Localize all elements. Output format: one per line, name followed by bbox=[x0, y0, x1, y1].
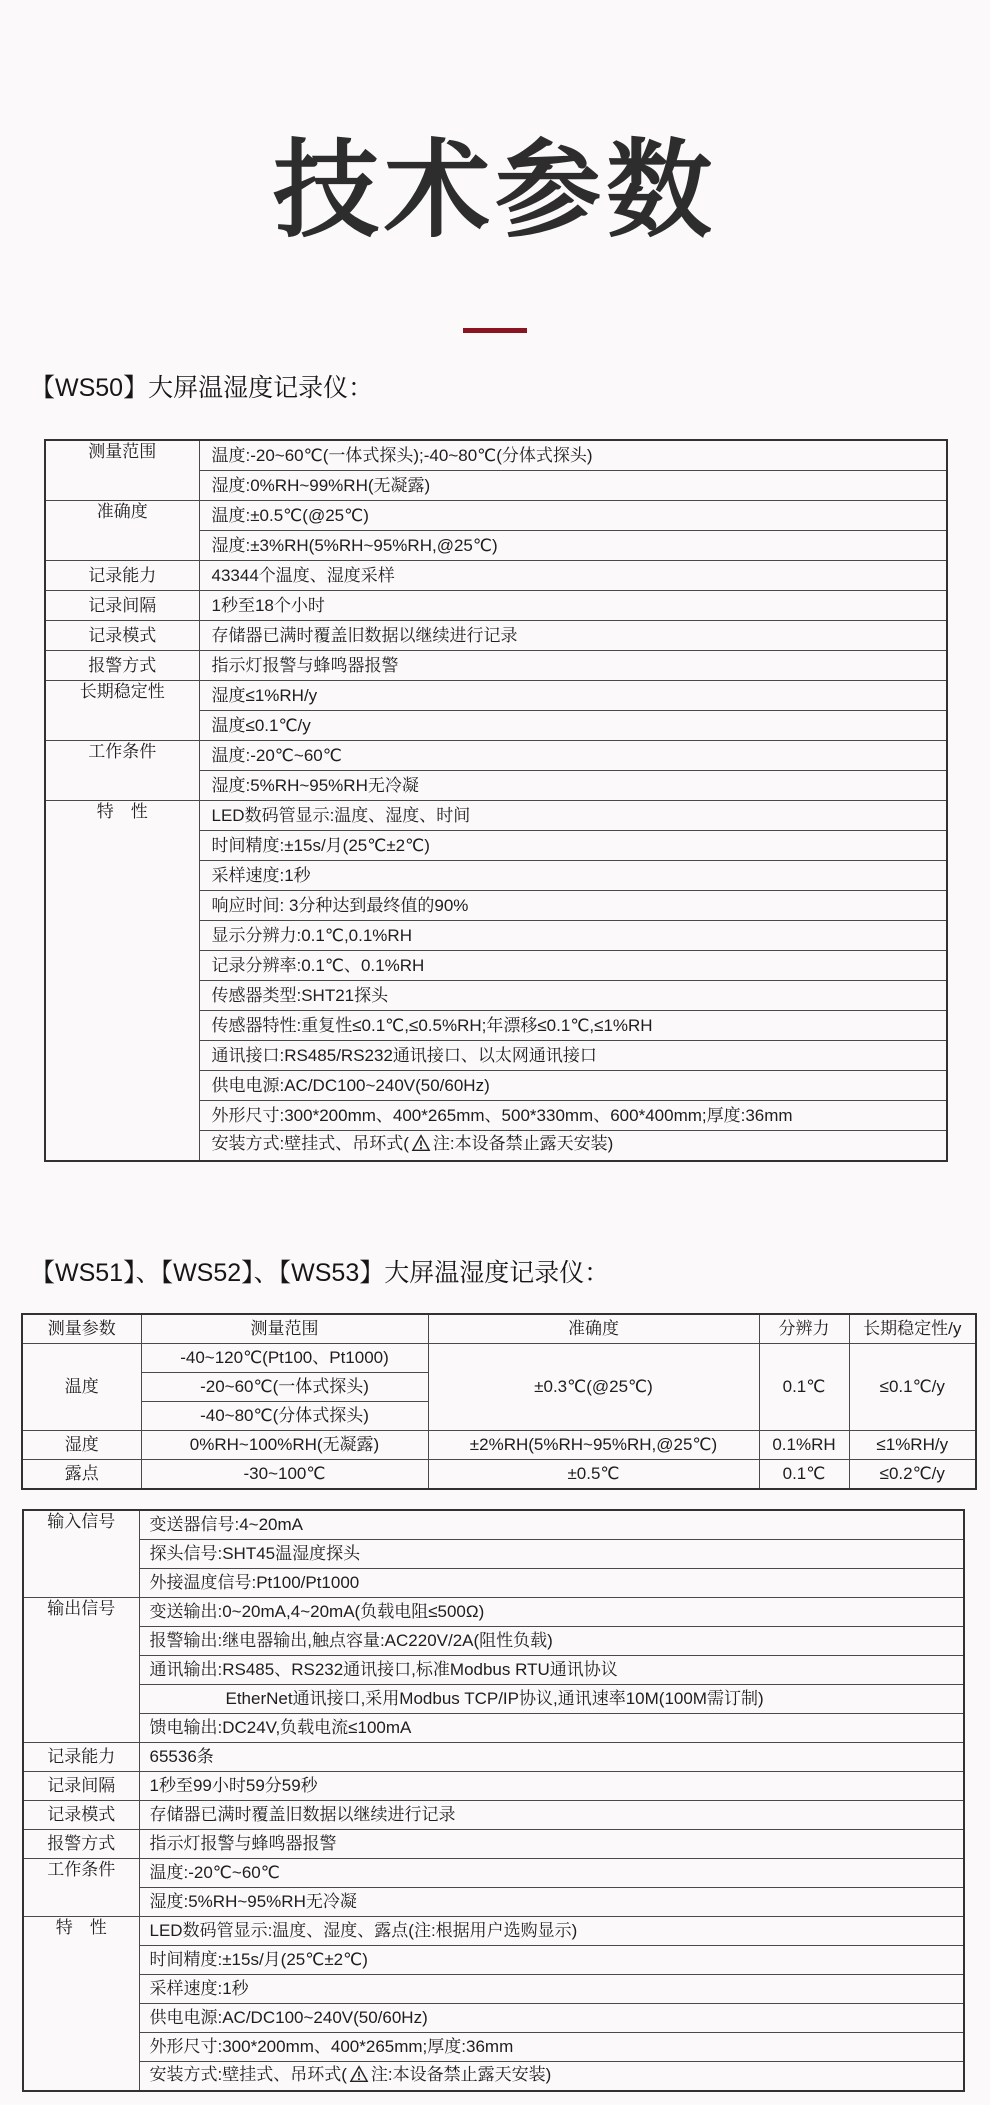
value-text: 安装方式:壁挂式、吊环式( bbox=[211, 1134, 409, 1154]
spec-value-cell: 温度≤0.1℃/y bbox=[199, 711, 947, 741]
table-row bbox=[23, 1743, 964, 1772]
table-row bbox=[23, 1598, 964, 1627]
table-row bbox=[22, 1344, 976, 1373]
table-row bbox=[45, 591, 947, 621]
title-divider bbox=[463, 328, 527, 333]
param-cell: 露点 bbox=[22, 1460, 141, 1490]
table-row bbox=[23, 1540, 964, 1569]
value-text: 注:本设备禁止露天安装) bbox=[370, 2064, 552, 2084]
resolution-cell: 0.1℃ bbox=[759, 1460, 849, 1490]
spec-label-cell: 长期稳定性 bbox=[45, 681, 199, 741]
table-row bbox=[23, 2062, 964, 2092]
spec-value-cell: 存储器已满时覆盖旧数据以继续进行记录 bbox=[199, 621, 947, 651]
spec-value-cell: 传感器类型:SHT21探头 bbox=[199, 981, 947, 1011]
table-row bbox=[45, 651, 947, 681]
spec-label-cell: 记录模式 bbox=[45, 621, 199, 651]
table-row bbox=[23, 1627, 964, 1656]
table-row bbox=[45, 440, 947, 471]
spec-label-cell: 输入信号 bbox=[23, 1510, 139, 1598]
spec-value-cell: 供电电源:AC/DC100~240V(50/60Hz) bbox=[139, 2004, 964, 2033]
spec-value-cell: 时间精度:±15s/月(25℃±2℃) bbox=[139, 1946, 964, 1975]
spec-label-cell: 报警方式 bbox=[23, 1830, 139, 1859]
spec-label-cell: 工作条件 bbox=[23, 1859, 139, 1917]
spec-label-cell: 准确度 bbox=[45, 501, 199, 561]
accuracy-cell: ±0.5℃ bbox=[428, 1460, 759, 1490]
column-header: 测量范围 bbox=[141, 1314, 428, 1344]
range-cell: -20~60℃(一体式探头) bbox=[141, 1373, 428, 1402]
spec-value-cell: 指示灯报警与蜂鸣器报警 bbox=[139, 1830, 964, 1859]
table-row bbox=[45, 741, 947, 771]
spec-value-cell: 外形尺寸:300*200mm、400*265mm;厚度:36mm bbox=[139, 2033, 964, 2062]
table-row bbox=[23, 1830, 964, 1859]
spec-label-cell: 工作条件 bbox=[45, 741, 199, 801]
spec-value-cell: 记录分辨率:0.1℃、0.1%RH bbox=[199, 951, 947, 981]
spec-value-cell: 传感器特性:重复性≤0.1℃,≤0.5%RH;年漂移≤0.1℃,≤1%RH bbox=[199, 1011, 947, 1041]
spec-value-cell: 外接温度信号:Pt100/Pt1000 bbox=[139, 1569, 964, 1598]
spec-label-cell: 报警方式 bbox=[45, 651, 199, 681]
spec-label-cell: 输出信号 bbox=[23, 1598, 139, 1743]
table-row bbox=[23, 2033, 964, 2062]
section-heading-ws50: 【WS50】大屏温湿度记录仪： bbox=[30, 374, 374, 402]
spec-value-cell: 通讯接口:RS485/RS232通讯接口、以太网通讯接口 bbox=[199, 1041, 947, 1071]
table-row bbox=[23, 1859, 964, 1888]
spec-label-cell: 特 性 bbox=[45, 801, 199, 1162]
table-row bbox=[22, 1460, 976, 1490]
table-row bbox=[45, 501, 947, 531]
table-row bbox=[23, 1946, 964, 1975]
value-text: 安装方式:壁挂式、吊环式( bbox=[149, 2064, 347, 2084]
ws51-measure-table bbox=[21, 1313, 977, 1490]
table-row bbox=[45, 621, 947, 651]
spec-value-cell: 温度:-20℃~60℃ bbox=[199, 741, 947, 771]
spec-value-cell: 变送器信号:4~20mA bbox=[139, 1510, 964, 1540]
spec-value-cell: 65536条 bbox=[139, 1743, 964, 1772]
spec-value-cell: 湿度:±3%RH(5%RH~95%RH,@25℃) bbox=[199, 531, 947, 561]
resolution-cell: 0.1℃ bbox=[759, 1344, 849, 1431]
spec-value-cell: 外形尺寸:300*200mm、400*265mm、500*330mm、600*400mm;厚度:36mm bbox=[199, 1101, 947, 1131]
table-row bbox=[23, 1917, 964, 1946]
spec-value-cell: 温度:-20~60℃(一体式探头);-40~80℃(分体式探头) bbox=[199, 440, 947, 471]
column-header: 分辨力 bbox=[759, 1314, 849, 1344]
spec-value-cell: 湿度:0%RH~99%RH(无凝露) bbox=[199, 471, 947, 501]
spec-value-cell: 显示分辨力:0.1℃,0.1%RH bbox=[199, 921, 947, 951]
section-heading-ws51: 【WS51】、【WS52】、【WS53】大屏温湿度记录仪： bbox=[30, 1259, 610, 1287]
spec-value-cell: 报警输出:继电器输出,触点容量:AC220V/2A(阻性负载) bbox=[139, 1627, 964, 1656]
table-row bbox=[22, 1431, 976, 1460]
param-cell: 温度 bbox=[22, 1344, 141, 1431]
spec-value-cell: 湿度:5%RH~95%RH无冷凝 bbox=[139, 1888, 964, 1917]
spec-value-cell: 时间精度:±15s/月(25℃±2℃) bbox=[199, 831, 947, 861]
spec-value-cell bbox=[139, 2062, 964, 2092]
spec-value-cell: 变送输出:0~20mA,4~20mA(负载电阻≤500Ω) bbox=[139, 1598, 964, 1627]
resolution-cell: 0.1%RH bbox=[759, 1431, 849, 1460]
spec-value-cell: 采样速度:1秒 bbox=[199, 861, 947, 891]
range-cell: -40~80℃(分体式探头) bbox=[141, 1402, 428, 1431]
spec-value-cell: 温度:±0.5℃(@25℃) bbox=[199, 501, 947, 531]
spec-value-cell: 湿度:5%RH~95%RH无冷凝 bbox=[199, 771, 947, 801]
spec-value-cell: 采样速度:1秒 bbox=[139, 1975, 964, 2004]
table-row bbox=[23, 1656, 964, 1685]
spec-label-cell: 测量范围 bbox=[45, 440, 199, 501]
ws50-spec-table bbox=[44, 439, 948, 1162]
spec-label-cell: 记录能力 bbox=[23, 1743, 139, 1772]
spec-value-cell: 1秒至18个小时 bbox=[199, 591, 947, 621]
table-row bbox=[23, 1888, 964, 1917]
spec-value-cell: 通讯输出:RS485、RS232通讯接口,标准Modbus RTU通讯协议 bbox=[139, 1656, 964, 1685]
column-header: 长期稳定性/y bbox=[849, 1314, 976, 1344]
spec-value-cell: 1秒至99小时59分59秒 bbox=[139, 1772, 964, 1801]
spec-value-cell bbox=[199, 1131, 947, 1162]
accuracy-cell: ±2%RH(5%RH~95%RH,@25℃) bbox=[428, 1431, 759, 1460]
warning-icon bbox=[411, 1134, 431, 1157]
stability-cell: ≤1%RH/y bbox=[849, 1431, 976, 1460]
param-cell: 湿度 bbox=[22, 1431, 141, 1460]
table-row bbox=[23, 1714, 964, 1743]
range-cell: -40~120℃(Pt100、Pt1000) bbox=[141, 1344, 428, 1373]
value-text: 注:本设备禁止露天安装) bbox=[432, 1134, 614, 1154]
spec-value-cell: 探头信号:SHT45温湿度探头 bbox=[139, 1540, 964, 1569]
stability-cell: ≤0.2℃/y bbox=[849, 1460, 976, 1490]
column-header: 测量参数 bbox=[22, 1314, 141, 1344]
spec-value-cell: 湿度≤1%RH/y bbox=[199, 681, 947, 711]
table-row bbox=[23, 2004, 964, 2033]
table-row bbox=[23, 1772, 964, 1801]
range-cell: -30~100℃ bbox=[141, 1460, 428, 1490]
spec-value-cell: 供电电源:AC/DC100~240V(50/60Hz) bbox=[199, 1071, 947, 1101]
table-row bbox=[45, 561, 947, 591]
spec-label-cell: 记录能力 bbox=[45, 561, 199, 591]
range-cell: 0%RH~100%RH(无凝露) bbox=[141, 1431, 428, 1460]
accuracy-cell: ±0.3℃(@25℃) bbox=[428, 1344, 759, 1431]
spec-value-cell: 43344个温度、湿度采样 bbox=[199, 561, 947, 591]
table-row bbox=[23, 1975, 964, 2004]
stability-cell: ≤0.1℃/y bbox=[849, 1344, 976, 1431]
spec-value-cell: 响应时间: 3分种达到最终值的90% bbox=[199, 891, 947, 921]
ws51-detail-table bbox=[22, 1509, 965, 2092]
page-title: 技术参数 bbox=[273, 132, 717, 250]
spec-value-cell: 馈电输出:DC24V,负载电流≤100mA bbox=[139, 1714, 964, 1743]
spec-value-cell: LED数码管显示:温度、湿度、时间 bbox=[199, 801, 947, 831]
spec-value-cell: 存储器已满时覆盖旧数据以继续进行记录 bbox=[139, 1801, 964, 1830]
table-row bbox=[45, 801, 947, 831]
header-row bbox=[22, 1314, 976, 1344]
table-row bbox=[23, 1685, 964, 1714]
spec-label-cell: 特 性 bbox=[23, 1917, 139, 2092]
table-row bbox=[45, 681, 947, 711]
table-row bbox=[23, 1569, 964, 1598]
spec-value-cell: LED数码管显示:温度、湿度、露点(注:根据用户选购显示) bbox=[139, 1917, 964, 1946]
spec-label-cell: 记录间隔 bbox=[23, 1772, 139, 1801]
spec-value-cell: EtherNet通讯接口,采用Modbus TCP/IP协议,通讯速率10M(100M需订制) bbox=[139, 1685, 964, 1714]
spec-label-cell: 记录间隔 bbox=[45, 591, 199, 621]
spec-value-cell: 指示灯报警与蜂鸣器报警 bbox=[199, 651, 947, 681]
spec-value-cell: 温度:-20℃~60℃ bbox=[139, 1859, 964, 1888]
column-header: 准确度 bbox=[428, 1314, 759, 1344]
table-row bbox=[23, 1801, 964, 1830]
spec-label-cell: 记录模式 bbox=[23, 1801, 139, 1830]
warning-icon bbox=[349, 2065, 369, 2088]
table-row bbox=[23, 1510, 964, 1540]
